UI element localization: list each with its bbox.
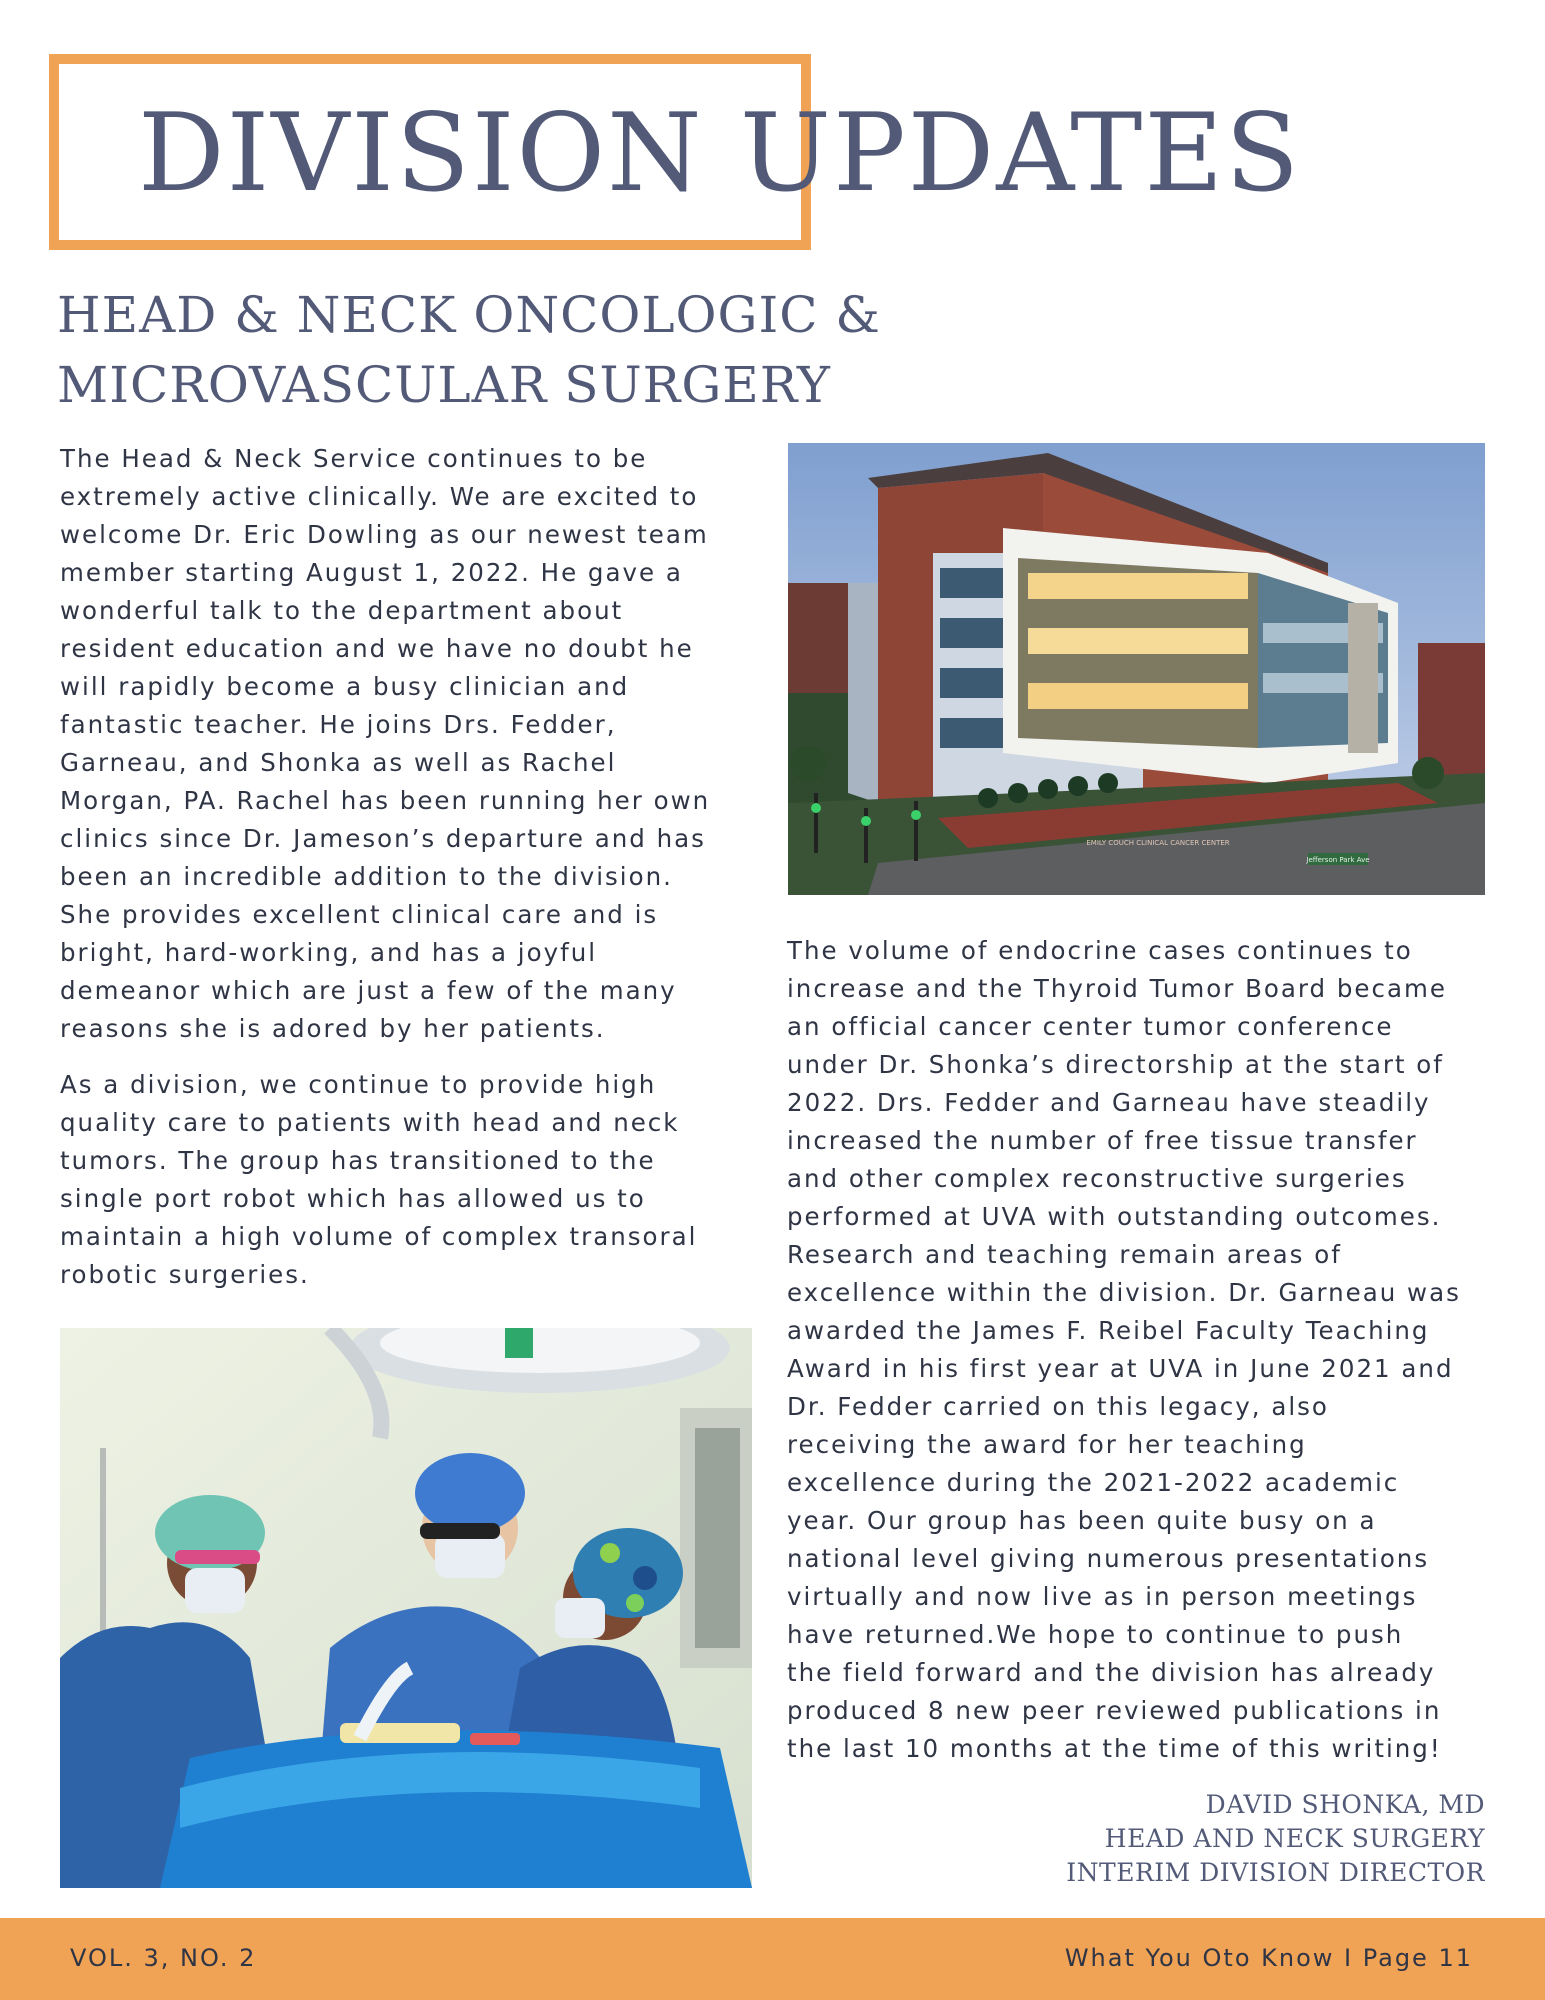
building-sign-text: EMILY COUCH CLINICAL CANCER CENTER [1086, 839, 1230, 847]
left-column [60, 440, 760, 1294]
page-title: DIVISION UPDATES [138, 91, 1302, 216]
author-role: HEAD AND NECK SURGERY [1104, 1824, 1485, 1853]
author-title: INTERIM DIVISION DIRECTOR [1066, 1858, 1485, 1887]
left-paragraph-2: As a division, we continue to provide high quality care to patients with head and neck tumors. The group has transitioned to the single port robot which has allowed us to maintain a high volume of complex transoral robotic surgeries. [60, 1070, 698, 1289]
page-footer [0, 1918, 1545, 2000]
section-heading [57, 280, 957, 420]
author-signature [1066, 1788, 1485, 1890]
section-heading-line-1: HEAD & NECK ONCOLOGIC & [57, 286, 881, 344]
page-number-label: What You Oto Know I Page 11 [1064, 1944, 1473, 1972]
right-paragraph-1: The volume of endocrine cases continues to increase and the Thyroid Tumor Board became an official cancer center tumor conference under Dr. Shonka’s directorship at the start of 2022. Drs. Fedder and Garneau have steadily increased the number of free tissue transfer and other complex reconstructive surgeries performed at UVA with outstanding outcomes. Research and teaching remain areas of excellence within the division. Dr. Garneau was awarded the James F. Reibel Faculty Teaching Award in his first year at UVA in June 2021 and Dr. Fedder carried on this legacy, also receiving the award for her teaching excellence during the 2021-2022 academic year. Our group has been quite busy on a national level giving numerous presentations virtually and now live as in person meetings have returned.We hope to continue to push the field forward and the division has already produced 8 new peer reviewed publications in the last 10 months at the time of this writing! [787, 936, 1461, 1763]
author-name: DAVID SHONKA, MD [1205, 1790, 1485, 1819]
surgery-team-photo [60, 1328, 752, 1888]
volume-label: VOL. 3, NO. 2 [70, 1944, 257, 1972]
cancer-center-building-photo [788, 443, 1485, 895]
section-heading-line-2: MICROVASCULAR SURGERY [57, 356, 831, 414]
right-column [787, 932, 1507, 1768]
street-sign-text: Jefferson Park Ave [1306, 856, 1370, 864]
left-paragraph-1: The Head & Neck Service continues to be extremely active clinically. We are excited to welcome Dr. Eric Dowling as our newest team member starting August 1, 2022. He gave a wonderful talk to the department about resident education and we have no doubt he will rapidly become a busy clinician and fantastic teacher. He joins Drs. Fedder, Garneau, and Shonka as well as Rachel Morgan, PA. Rachel has been running her own clinics since Dr. Jameson’s departure and has been an incredible addition to the division. She provides excellent clinical care and is bright, hard-working, and has a joyful demeanor which are just a few of the many reasons she is adored by her patients. [60, 444, 711, 1043]
